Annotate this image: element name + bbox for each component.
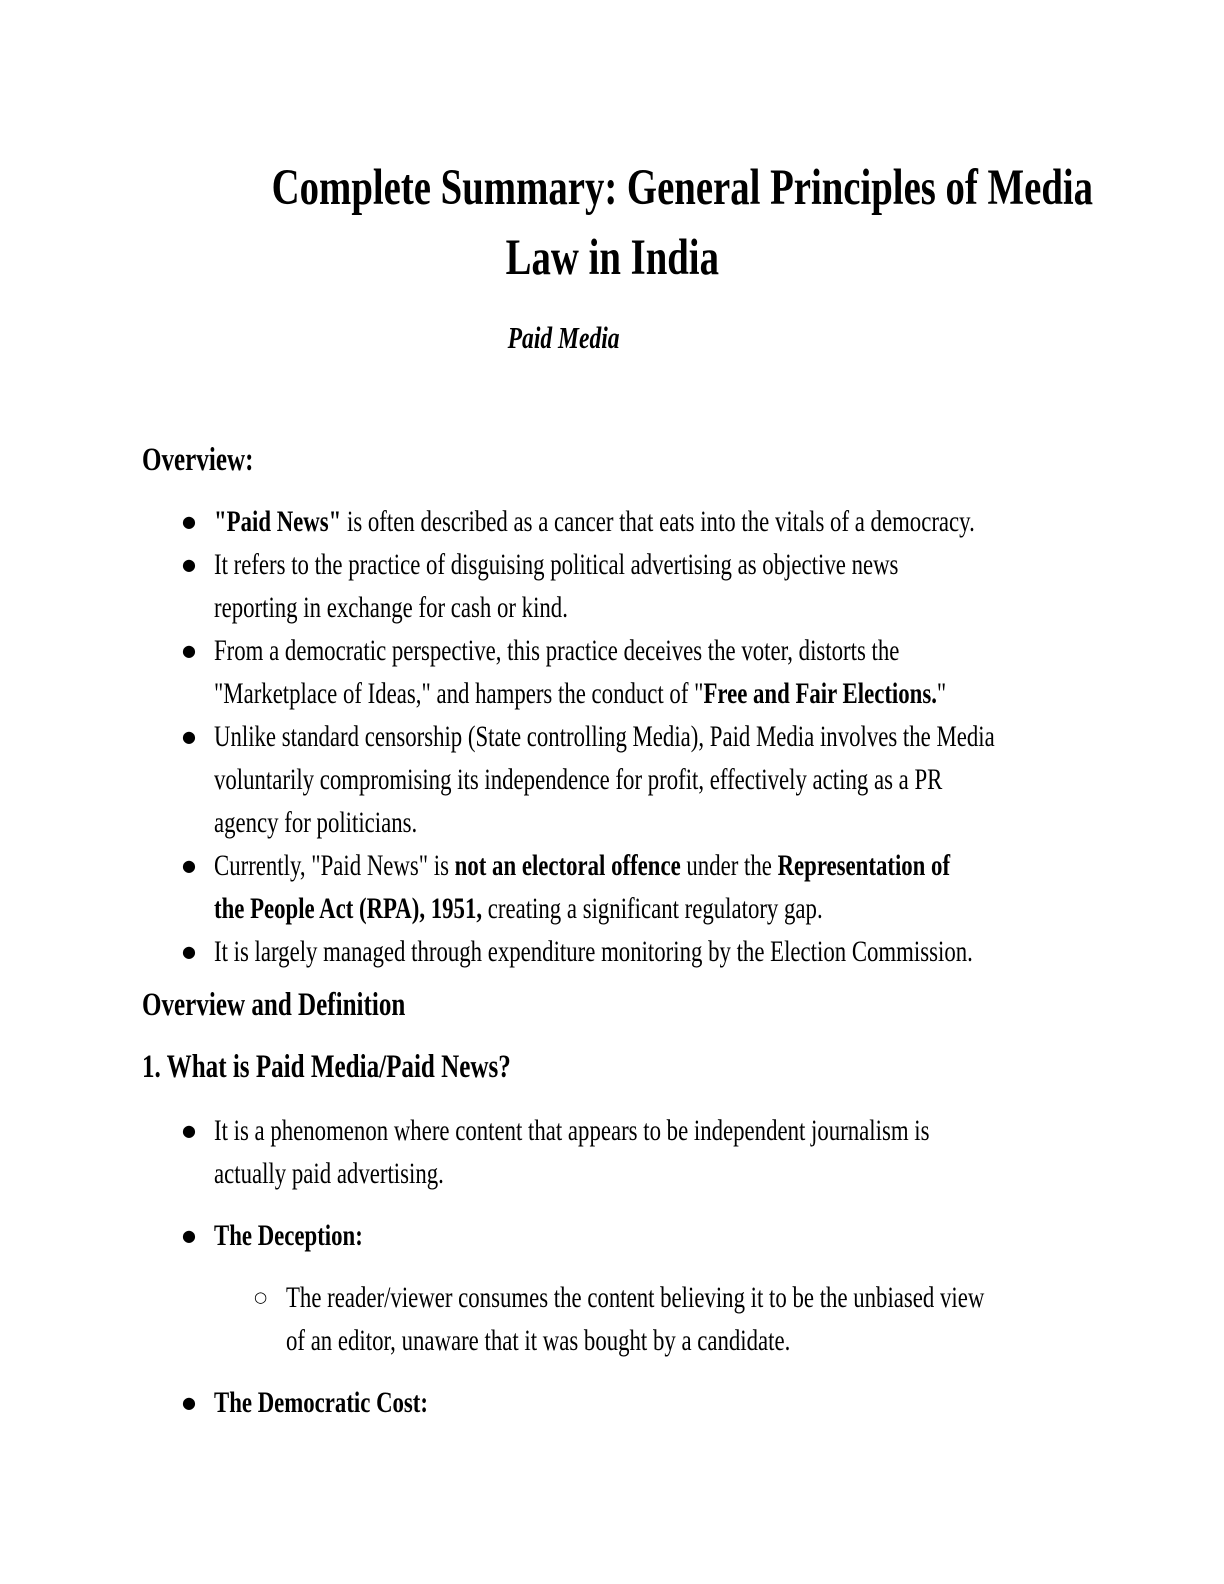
bullet-dot-icon: ● (182, 1393, 196, 1412)
bullet-item (142, 1276, 1082, 1362)
bullet-line (182, 1214, 1082, 1257)
bullet-item (142, 715, 1082, 844)
bullet-line (214, 1152, 1082, 1195)
text-segment: The Democratic Cost: (214, 1386, 428, 1419)
text-segment: It refers to the practice of disguising political advertising as objective news (214, 548, 899, 581)
title-line-2 (142, 223, 1082, 293)
line-text (214, 672, 946, 715)
text-segment: The reader/viewer consumes the content believing it to be the unbiased view (286, 1281, 985, 1314)
bullet-item (142, 1381, 1082, 1424)
text-segment: actually paid advertising. (214, 1157, 444, 1190)
line-text (214, 629, 899, 672)
line-text (214, 500, 975, 543)
bullet-list (142, 1276, 1082, 1362)
heading-text: Overview: (142, 442, 254, 478)
bullet-line (182, 629, 1082, 672)
line-text (214, 801, 417, 844)
bullet-dot-icon: ● (182, 555, 196, 574)
title-line-1 (142, 153, 1094, 223)
bullet-line (214, 758, 1082, 801)
bullet-line (286, 1319, 1082, 1362)
line-text (286, 1319, 790, 1362)
line-text (214, 715, 995, 758)
text-segment: Unlike standard censorship (State controlling Media), Paid Media involves the Media (214, 720, 995, 753)
line-text (214, 1214, 363, 1257)
text-segment: is often described as a cancer that eats into the vitals of a democracy. (341, 505, 975, 538)
text-segment: under the (680, 849, 778, 882)
line-text (214, 844, 950, 887)
text-segment: Currently, "Paid News" is (214, 849, 455, 882)
bullet-line (182, 930, 1082, 973)
text-segment: creating a significant regulatory gap. (482, 892, 823, 925)
bullet-line (214, 586, 1082, 629)
bullet-line (182, 715, 1082, 758)
title-text-2: Law in India (505, 230, 719, 286)
line-text (214, 1381, 428, 1424)
document-body (142, 438, 1082, 1424)
bullet-item (142, 500, 1082, 543)
bullet-line (254, 1276, 1082, 1319)
bullet-item (142, 1214, 1082, 1257)
bullet-line (214, 672, 1082, 715)
bullet-dot-icon: ● (182, 512, 196, 531)
bullet-list (142, 500, 1082, 973)
bullet-item (142, 1109, 1082, 1195)
bullet-line (182, 844, 1082, 887)
text-segment: of an editor, unaware that it was bought by a candidate. (286, 1324, 791, 1357)
text-segment: Representation of (777, 849, 951, 882)
text-segment: reporting in exchange for cash or kind. (214, 591, 568, 624)
overview-heading (142, 438, 1082, 483)
bullet-dot-icon: ● (182, 727, 196, 746)
text-segment: Free and Fair Elections. (703, 677, 937, 710)
line-text (214, 887, 823, 930)
section-heading (142, 983, 1082, 1028)
bullet-item (142, 629, 1082, 715)
bullet-dot-icon: ● (182, 1121, 196, 1140)
bullet-dot-icon: ● (182, 1226, 196, 1245)
bullet-item (142, 543, 1082, 629)
document-title (142, 153, 1094, 293)
text-segment: the People Act (RPA), 1951, (214, 892, 483, 925)
line-text (214, 1109, 929, 1152)
text-segment: agency for politicians. (214, 806, 418, 839)
text-segment: From a democratic perspective, this practice deceives the voter, distorts the (214, 634, 900, 667)
heading-text: Overview and Definition (142, 987, 406, 1023)
line-text (214, 1152, 444, 1195)
bullet-line (182, 1381, 1082, 1424)
bullet-line (182, 543, 1082, 586)
heading-text: 1. What is Paid Media/Paid News? (142, 1049, 511, 1085)
bullet-line (182, 500, 1082, 543)
bullet-dot-icon: ● (182, 856, 196, 875)
bullet-line (214, 801, 1082, 844)
bullet-circle-icon: ○ (254, 1288, 268, 1306)
bullet-item (142, 930, 1082, 973)
text-segment: not an electoral offence (454, 849, 681, 882)
line-text (286, 1276, 984, 1319)
line-text (214, 758, 942, 801)
text-segment: voluntarily compromising its independence for profit, effectively acting as a PR (214, 763, 943, 796)
question-heading (142, 1045, 1082, 1090)
bullet-line (182, 1109, 1082, 1152)
bullet-list (142, 1109, 1082, 1257)
bullet-item (142, 844, 1082, 930)
bullet-line (214, 887, 1082, 930)
text-segment: "Marketplace of Ideas," and hampers the conduct of " (214, 677, 704, 710)
line-text (214, 586, 568, 629)
text-segment: "Paid News" (214, 505, 342, 538)
line-text (214, 930, 973, 973)
subtitle-text: Paid Media (508, 320, 620, 355)
text-segment: It is largely managed through expenditure monitoring by the Election Commission. (214, 935, 973, 968)
document-subtitle (142, 316, 1082, 359)
title-text-1: Complete Summary: General Principles of Media (271, 160, 1094, 216)
text-segment: The Deception: (214, 1219, 363, 1252)
bullet-dot-icon: ● (182, 942, 196, 961)
bullet-list (142, 1381, 1082, 1424)
line-text (214, 543, 898, 586)
bullet-dot-icon: ● (182, 641, 196, 660)
text-segment: " (936, 677, 947, 710)
text-segment: It is a phenomenon where content that appears to be independent journalism is (214, 1114, 930, 1147)
